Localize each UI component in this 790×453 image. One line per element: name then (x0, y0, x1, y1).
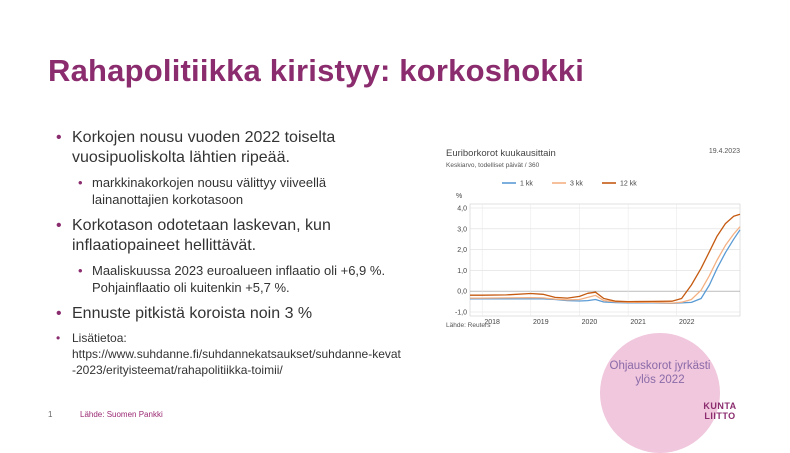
y-tick-label: 2,0 (457, 247, 467, 255)
sub-bullet-1: • markkinakorkojen nousu välittyy viiveellä lainanottajien korkotasoon (52, 174, 402, 208)
page-number: 1 (48, 410, 53, 419)
x-tick-label: 2022 (678, 319, 695, 326)
chart-source: Lähde: Reuters (446, 322, 491, 329)
logo-line-2: LIITTO (704, 411, 736, 421)
x-tick-label: 2019 (533, 319, 549, 326)
x-tick-label: 2020 (581, 319, 598, 326)
x-tick-label: 2018 (484, 319, 500, 326)
chart-date: 19.4.2023 (708, 148, 740, 155)
kuntaliitto-logo (698, 401, 742, 421)
chart-subtitle: Keskiarvo, todelliset päivät / 360 (446, 162, 540, 169)
callout-bubble (600, 333, 720, 453)
y-tick-label: 3,0 (457, 226, 467, 234)
x-tick-label: 2021 (630, 319, 646, 326)
callout-text: Ohjauskorot jyrkästi ylös 2022 (609, 360, 711, 386)
y-tick-label: 4,0 (457, 205, 467, 213)
legend-label: 3 kk (570, 180, 583, 188)
sub-bullet-2: • Maaliskuussa 2023 euroalueen inflaatio oli +6,9 %. Pohjainflaatio oli kuitenkin +5,7 %. (52, 262, 402, 296)
y-axis-unit: % (456, 193, 463, 200)
y-tick-label: 1,0 (457, 267, 467, 275)
legend-label: 12 kk (620, 180, 637, 188)
y-tick-label: 0,0 (457, 288, 467, 296)
info-block (52, 330, 402, 378)
bullet-list (52, 128, 402, 378)
euribor-chart (440, 140, 750, 340)
info-link[interactable]: https://www.suhdanne.fi/suhdannekatsaukset/suhdanne-kevat-2023/erityisteemat/rahapolitiikka-toimii/ (72, 347, 401, 377)
info-label: • Lisätietoa: (72, 331, 127, 345)
footer-source: Lähde: Suomen Pankki (80, 410, 163, 419)
bullet-1: • Korkojen nousu vuoden 2022 toiselta vuosipuoliskolta lähtien ripeää. (52, 128, 402, 168)
y-tick-label: -1,0 (454, 309, 467, 317)
chart-svg (440, 140, 750, 340)
legend-label: 1 kk (520, 180, 533, 188)
logo-line-1: KUNTA (703, 401, 737, 411)
bullet-3: • Ennuste pitkistä koroista noin 3 % (52, 304, 402, 324)
chart-title: Euriborkorot kuukausittain (446, 148, 556, 159)
bullet-2: • Korkotason odotetaan laskevan, kun inflaatiopaineet hellittävät. (52, 216, 402, 256)
slide-title: Rahapolitiikka kiristyy: korkoshokki (48, 53, 585, 88)
